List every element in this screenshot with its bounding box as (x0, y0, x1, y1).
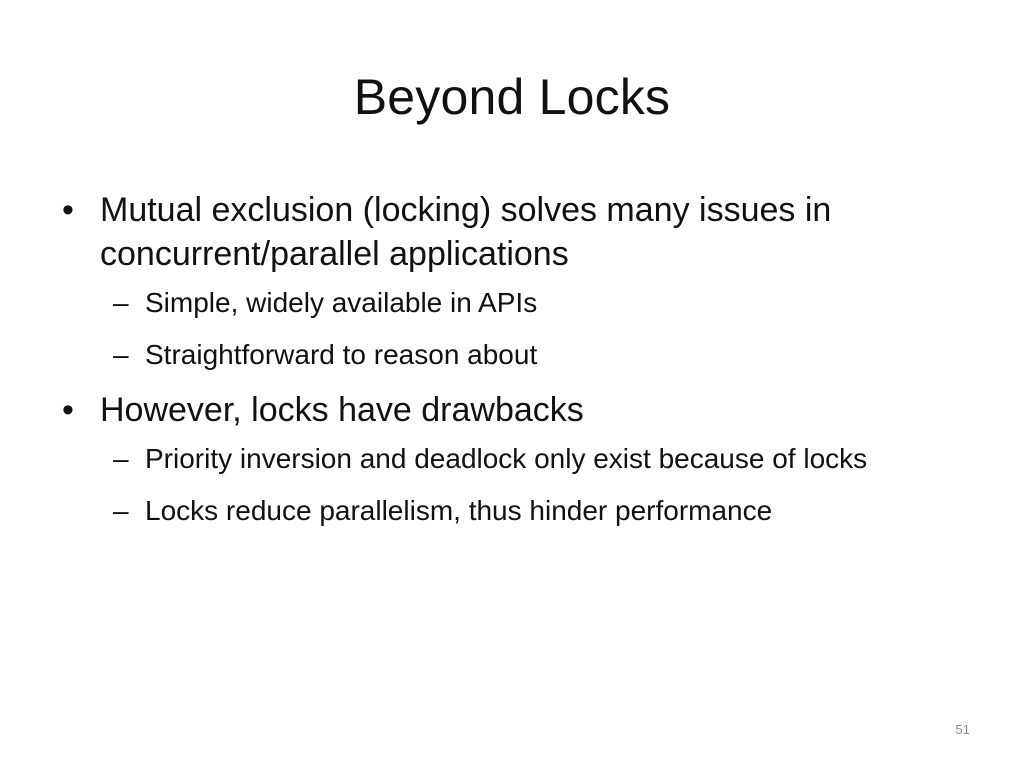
bullet-icon: • (62, 191, 74, 229)
slide-title: Beyond Locks (353, 69, 671, 125)
slide-page-number: 51 (955, 722, 970, 737)
dash-icon: – (113, 287, 129, 318)
sub-item-2-2 (62, 492, 982, 530)
sub-item-text: Priority inversion and deadlock only exist because of locks (145, 443, 868, 474)
bullet-item-1 (62, 188, 982, 276)
sub-item-1-1 (62, 284, 982, 322)
dash-icon: – (113, 495, 129, 526)
bullet-text: Mutual exclusion (locking) solves many issues in concurrent/parallel applications (100, 191, 832, 273)
sub-item-text: Straightforward to reason about (145, 339, 538, 370)
sub-item-text: Locks reduce parallelism, thus hinder performance (145, 495, 773, 526)
bullet-icon: • (62, 391, 74, 429)
sub-item-1-2 (62, 336, 982, 374)
sub-item-text: Simple, widely available in APIs (145, 287, 538, 318)
dash-icon: – (113, 443, 129, 474)
dash-icon: – (113, 339, 129, 370)
slide-body (62, 188, 982, 544)
sub-item-2-1 (62, 440, 982, 478)
bullet-item-2 (62, 388, 982, 432)
bullet-text: However, locks have drawbacks (100, 391, 584, 429)
